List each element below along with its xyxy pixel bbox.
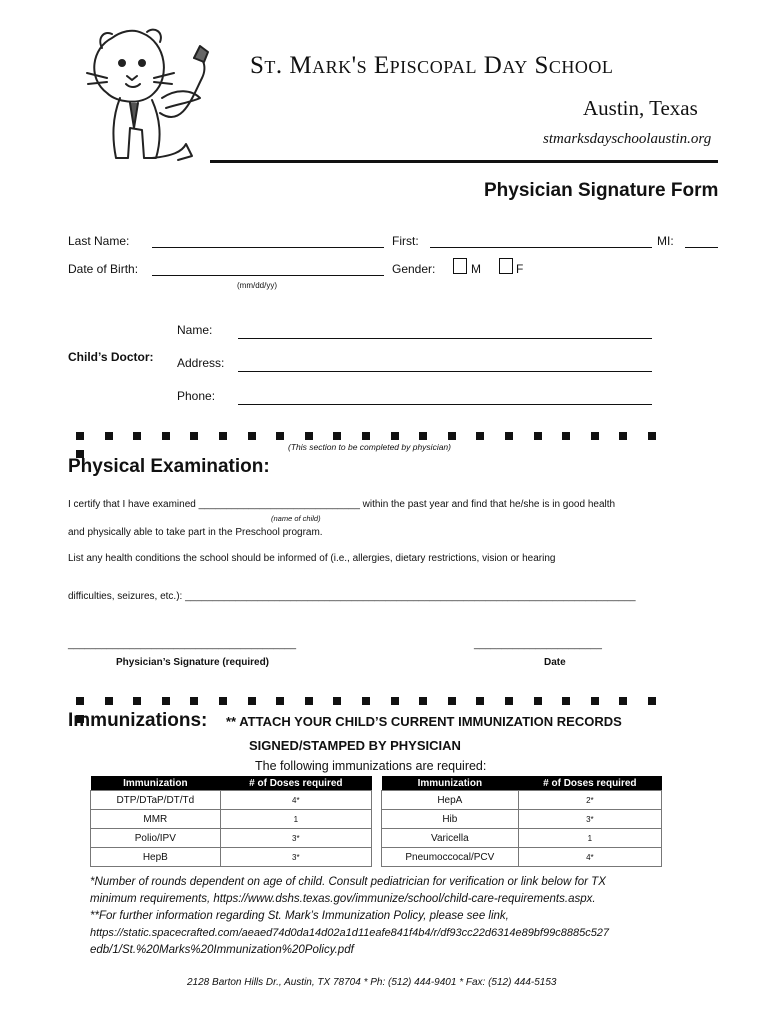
table-row [382, 810, 662, 829]
column-header-doses: # of Doses required [518, 776, 661, 791]
certify-text: I certify that I have examined _____________________________ within the past year and find that he/she is in good health [68, 499, 616, 510]
dose-count: 4* [220, 791, 371, 810]
doctor-address-field[interactable] [238, 371, 652, 372]
table-row [91, 810, 372, 829]
dose-count: 3* [220, 829, 371, 848]
header-divider [210, 160, 718, 163]
immunization-table-right [381, 776, 662, 867]
dob-format-hint: (mm/dd/yy) [237, 281, 277, 290]
lion-mascot-logo [82, 18, 232, 168]
note-line-2: minimum requirements, https://www.dshs.texas.gov/immunize/school/child-care-requirements.aspx. [90, 893, 596, 905]
required-note: The following immunizations are required: [255, 759, 487, 773]
physician-signature-field[interactable]: _________________________________________ [68, 639, 297, 650]
dob-field[interactable] [152, 275, 384, 276]
first-name-label: First: [392, 234, 419, 248]
able-text: and physically able to take part in the Preschool program. [68, 527, 323, 538]
attach-records-note: ** ATTACH YOUR CHILD’S CURRENT IMMUNIZATION RECORDS [226, 714, 622, 729]
dob-label: Date of Birth: [68, 262, 139, 276]
section-separator [76, 427, 696, 437]
dose-count: 1 [220, 810, 371, 829]
doctor-name-field[interactable] [238, 338, 652, 339]
table-row [91, 848, 372, 867]
table-row [382, 829, 662, 848]
table-row [91, 791, 372, 810]
immunization-name: Pneumoccocal/PCV [382, 848, 519, 867]
signature-date-field[interactable]: _______________________ [474, 639, 602, 650]
gender-f-checkbox[interactable] [499, 258, 513, 274]
first-name-field[interactable] [430, 247, 652, 248]
dose-count: 2* [518, 791, 661, 810]
immunization-name: MMR [91, 810, 221, 829]
last-name-label: Last Name: [68, 234, 130, 248]
immunizations-heading: Immunizations: [68, 710, 208, 731]
school-name: St. Mark's Episcopal Day School [250, 52, 614, 79]
last-name-field[interactable] [152, 247, 384, 248]
physical-exam-heading: Physical Examination: [68, 456, 270, 477]
childs-doctor-label: Child’s Doctor: [68, 350, 154, 364]
policy-link[interactable]: https://static.spacecrafted.com/aeaed74d0da14d02a1d11eafe841f4b4/r/df93cc22d6314e89bf99c8885c527 [90, 927, 610, 939]
column-header-doses: # of Doses required [220, 776, 371, 791]
date-label: Date [544, 657, 566, 668]
difficulties-field[interactable]: difficulties, seizures, etc.): _________________________________________________________________________________ [68, 591, 636, 602]
immunization-name: HepA [382, 791, 519, 810]
school-website: stmarksdayschoolaustin.org [543, 131, 712, 147]
immunization-name: HepB [91, 848, 221, 867]
table-row [382, 848, 662, 867]
immunization-name: Varicella [382, 829, 519, 848]
doctor-address-label: Address: [177, 356, 225, 370]
form-title: Physician Signature Form [484, 180, 719, 201]
policy-link-continued[interactable]: edb/1/St.%20Marks%20Immunization%20Policy.pdf [90, 944, 354, 956]
gender-f-label: F [516, 262, 524, 276]
signed-stamped-note: SIGNED/STAMPED BY PHYSICIAN [249, 738, 461, 753]
physician-section-note: (This section to be completed by physician) [288, 442, 451, 452]
dose-count: 4* [518, 848, 661, 867]
section-separator [76, 692, 696, 702]
column-header-immunization: Immunization [382, 776, 519, 791]
name-of-child-hint: (name of child) [271, 514, 321, 523]
doctor-phone-field[interactable] [238, 404, 652, 405]
school-city: Austin, Texas [583, 96, 698, 120]
dose-count: 3* [518, 810, 661, 829]
table-row [91, 829, 372, 848]
note-line-1: *Number of rounds dependent on age of child. Consult pediatrician for verification or link below for TX [90, 876, 606, 888]
gender-m-label: M [471, 262, 481, 276]
mi-field[interactable] [685, 247, 718, 248]
dose-count: 1 [518, 829, 661, 848]
immunization-name: Hib [382, 810, 519, 829]
gender-m-checkbox[interactable] [453, 258, 467, 274]
note-line-3: **For further information regarding St. Mark’s Immunization Policy, please see link, [90, 910, 509, 922]
immunization-name: Polio/IPV [91, 829, 221, 848]
physician-signature-label: Physician’s Signature (required) [116, 657, 270, 668]
column-header-immunization: Immunization [91, 776, 221, 791]
gender-label: Gender: [392, 262, 436, 276]
doctor-phone-label: Phone: [177, 389, 216, 403]
immunization-name: DTP/DTaP/DT/Td [91, 791, 221, 810]
table-row [382, 791, 662, 810]
footer-contact: 2128 Barton Hills Dr., Austin, TX 78704 * Ph: (512) 444-9401 * Fax: (512) 444-5153 [187, 977, 557, 988]
mi-label: MI: [657, 234, 674, 248]
conditions-text: List any health conditions the school should be informed of (i.e., allergies, dietary restrictions, vision or hearing [68, 553, 556, 564]
doctor-name-label: Name: [177, 323, 213, 337]
immunization-table-left [90, 776, 372, 867]
dose-count: 3* [220, 848, 371, 867]
